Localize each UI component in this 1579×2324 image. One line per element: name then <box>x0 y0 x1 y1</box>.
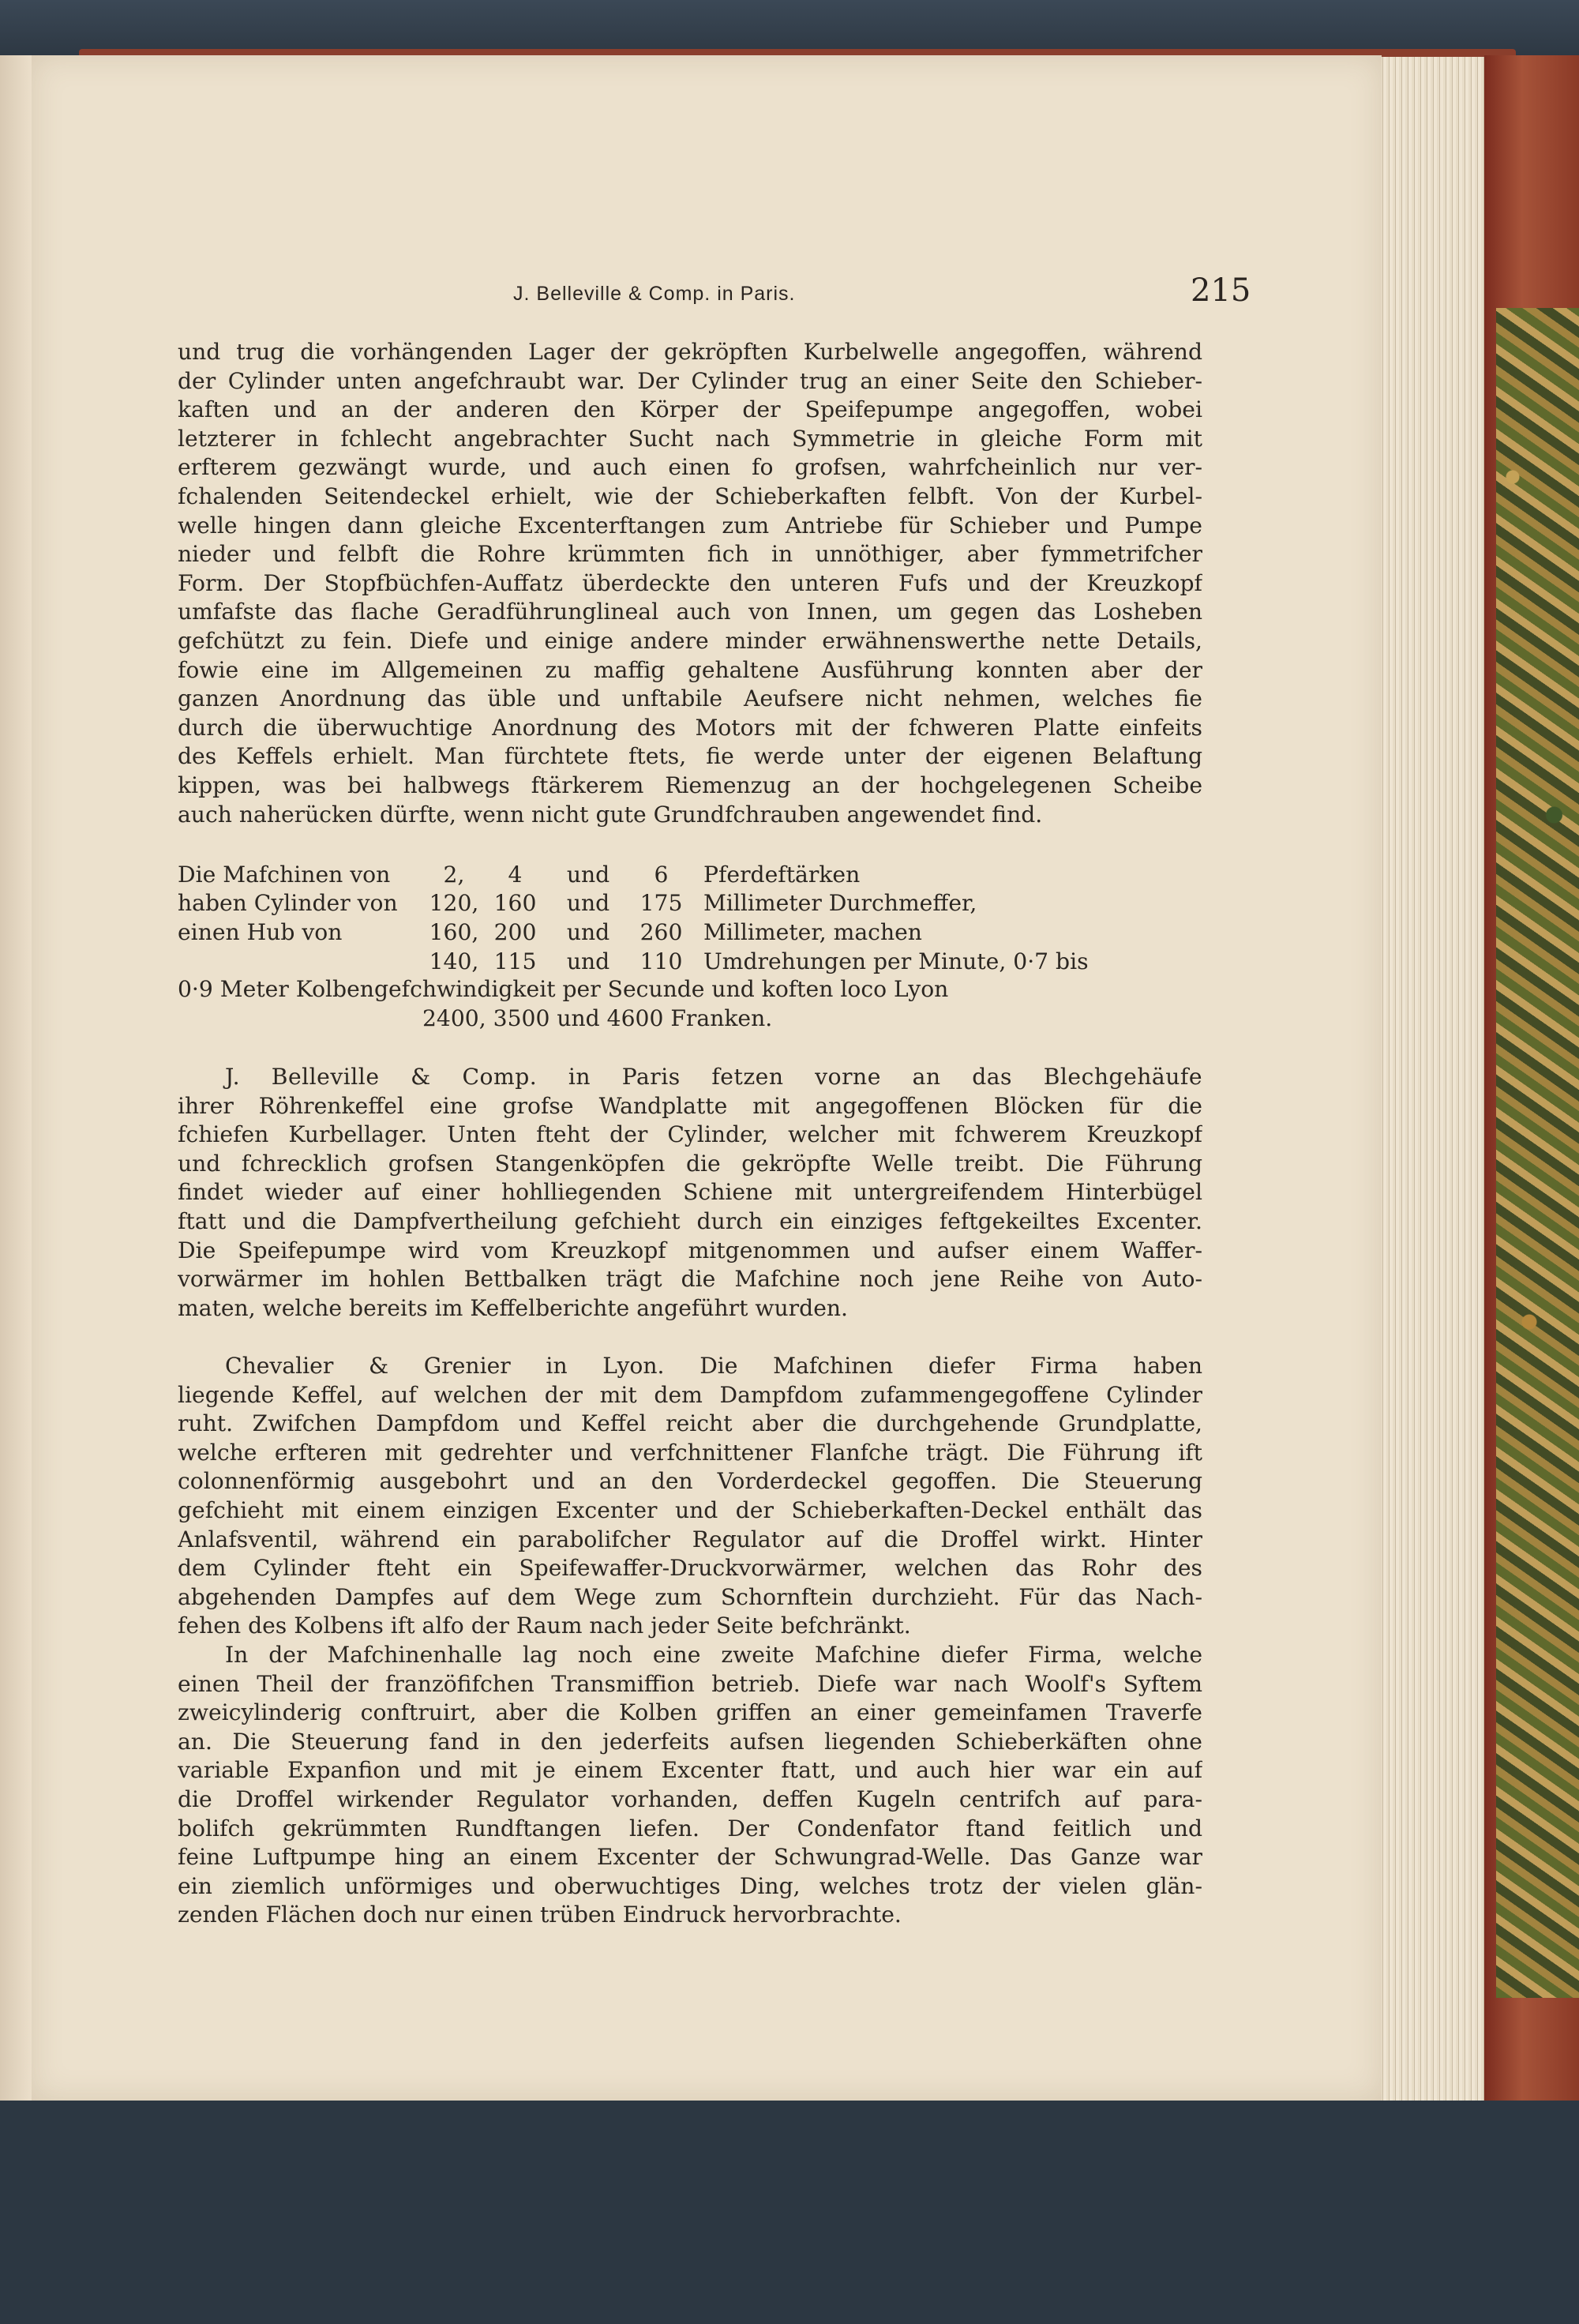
text-line: an. Die Steuerung fand in den jederfeits aufsen liegenden Schieberkäften ohne <box>178 1728 1202 1755</box>
spec-label: einen Hub von <box>178 918 343 945</box>
spec-value: 160 <box>493 890 537 917</box>
text-line: ihrer Röhrenkeffel eine grofse Wandplatte mit angegoffenen Blöcken für die <box>178 1092 1202 1119</box>
spec-conj: und <box>566 948 610 974</box>
spec-line-speed: 0·9 Meter Kolbengefchwindigkeit per Secunde und koften loco Lyon <box>178 976 949 1002</box>
text-line: Form. Der Stopfbüchfen-Auffatz überdeckte den unteren Fufs und der Kreuzkopf <box>178 569 1202 596</box>
table-row <box>178 947 1089 976</box>
text-line: nieder und felbft die Rohre krümmten fich in unnöthiger, aber fymmetrifcher <box>178 541 1202 568</box>
spec-value: 6 <box>654 861 669 888</box>
text-line: J. Belleville & Comp. in Paris fetzen vorne an das Blechgehäufe <box>225 1064 1202 1090</box>
spec-value: 115 <box>493 948 537 974</box>
text-line: der Cylinder unten angefchraubt war. Der Cylinder trug an einer Seite den Schieber- <box>178 367 1202 394</box>
text-line: Anlafsventil, während ein parabolifcher Regulator auf die Droffel wirkt. Hinter <box>178 1526 1202 1552</box>
text-line: variable Expanfion und mit je einem Excenter ftatt, und auch hier war ein auf <box>178 1757 1202 1784</box>
spec-unit: Millimeter, machen <box>703 918 922 945</box>
text-line: Chevalier & Grenier in Lyon. Die Mafchinen diefer Firma haben <box>225 1353 1202 1379</box>
spec-label: haben Cylinder von <box>178 890 398 917</box>
spec-value: 120, <box>429 890 479 917</box>
spec-value: 200 <box>493 918 537 945</box>
paragraph-3 <box>178 1352 1202 1641</box>
text-line: gefchützt zu fein. Diefe und einige andere minder erwähnenswerthe nette Details, <box>178 627 1202 654</box>
text-line: kippen, was bei halbwegs ftärkerem Riemenzug an der hochgelegenen Scheibe <box>178 772 1202 798</box>
spec-unit: Pferdeftärken <box>703 861 861 888</box>
specs-table <box>178 860 1089 975</box>
text-line: und trug die vorhängenden Lager der gekröpften Kurbelwelle angegoffen, während <box>178 339 1202 365</box>
spec-value: 260 <box>639 918 683 945</box>
text-line: letzterer in fchlecht angebrachter Sucht nach Symmetrie in gleiche Form mit <box>178 425 1202 452</box>
text-line: welche erfteren mit gedrehter und verfchnittener Flanfche trägt. Die Führung ift <box>178 1439 1202 1466</box>
spec-conj: und <box>566 918 610 945</box>
spec-conj: und <box>566 861 610 888</box>
spec-value: 175 <box>639 890 683 917</box>
page-edges <box>1374 57 1484 2102</box>
page-number: 215 <box>1191 272 1251 309</box>
text-line: dem Cylinder fteht ein Speifewaffer-Druckvorwärmer, welchen das Rohr des <box>178 1555 1202 1582</box>
text-line: ganzen Anordnung das üble und unftabile Aeufsere nicht nehmen, welches fie <box>178 685 1202 712</box>
table-row <box>178 860 1089 889</box>
text-line: In der Mafchinenhalle lag noch eine zweite Mafchine diefer Firma, welche <box>225 1642 1202 1668</box>
table-row <box>178 918 1089 947</box>
text-line: des Keffels erhielt. Man fürchtete ftets, fie werde unter der eigenen Belaftung <box>178 743 1202 770</box>
text-line: zenden Flächen doch nur einen trüben Eindruck hervorbrachte. <box>178 1902 902 1928</box>
text-line: vorwärmer im hohlen Bettbalken trägt die Mafchine noch jene Reihe von Auto- <box>178 1266 1202 1293</box>
paragraph-4 <box>178 1641 1202 1930</box>
text-line: abgehenden Dampfes auf dem Wege zum Schornftein durchzieht. Für das Nach- <box>178 1583 1202 1610</box>
text-line: ftatt und die Dampfvertheilung gefchieht durch ein einziges feftgekeiltes Excenter. <box>178 1207 1202 1234</box>
text-line: findet wieder auf einer hohlliegenden Schiene mit untergreifendem Hinterbügel <box>178 1179 1202 1206</box>
text-line: die Droffel wirkender Regulator vorhanden, deffen Kugeln centrifch auf para- <box>178 1785 1202 1812</box>
text-line: kaften und an der anderen den Körper der Speifepumpe angegoffen, wobei <box>178 396 1202 423</box>
spec-line-price: 2400, 3500 und 4600 Franken. <box>422 1005 773 1031</box>
text-line: colonnenförmig ausgebohrt und an den Vorderdeckel gegoffen. Die Steuerung <box>178 1468 1202 1495</box>
marbled-edge <box>1496 308 1579 1998</box>
spec-value: 2, <box>443 861 465 888</box>
text-line: fowie eine im Allgemeinen zu maffig gehaltene Ausführung konnten aber der <box>178 656 1202 683</box>
text-line: feine Luftpumpe hing an einem Excenter der Schwungrad-Welle. Das Ganze war <box>178 1844 1202 1871</box>
spec-unit: Millimeter Durchmeffer, <box>703 890 977 917</box>
spec-conj: und <box>566 890 610 917</box>
text-line: auch naherücken dürfte, wenn nicht gute Grundfchrauben angewendet find. <box>178 801 1043 828</box>
spec-unit: Umdrehungen per Minute, 0·7 bis <box>703 948 1089 974</box>
text-line: umfafste das flache Geradführunglineal auch von Innen, um gegen das Losheben <box>178 599 1202 625</box>
text-line: fchalenden Seitendeckel erhielt, wie der Schieberkaften felbft. Von der Kurbel- <box>178 482 1202 509</box>
background-bottom <box>0 2101 1579 2324</box>
spec-value: 160, <box>429 918 479 945</box>
running-head: J. Belleville & Comp. in Paris. <box>513 283 796 305</box>
text-line: gefchieht mit einem einzigen Excenter und der Schieberkaften-Deckel enthält das <box>178 1496 1202 1523</box>
spec-label <box>178 947 422 976</box>
paragraph-1 <box>178 338 1202 829</box>
text-line: bolifch gekrümmten Rundftangen liefen. Der Condenfator ftand feitlich und <box>178 1815 1202 1842</box>
spec-value: 4 <box>508 861 523 888</box>
spec-value: 140, <box>429 948 479 974</box>
text-line: welle hingen dann gleiche Excenterftangen zum Antriebe für Schieber und Pumpe <box>178 512 1202 539</box>
text-line: Die Speifepumpe wird vom Kreuzkopf mitgenommen und aufser einem Waffer- <box>178 1237 1202 1263</box>
text-line: erfterem gezwängt wurde, und auch einen fo grofsen, wahrfcheinlich nur ver- <box>178 454 1202 481</box>
text-line: einen Theil der franzöfifchen Transmiffion betrieb. Diefe war nach Woolf's Syftem <box>178 1670 1202 1697</box>
text-line: fehen des Kolbens ift alfo der Raum nach jeder Seite befchränkt. <box>178 1613 911 1639</box>
text-line: liegende Keffel, auf welchen der mit dem Dampfdom zufammengegoffene Cylinder <box>178 1381 1202 1408</box>
paragraph-2 <box>178 1063 1202 1323</box>
text-line: zweicylinderig conftruirt, aber die Kolben griffen an einer gemeinfamen Traverfe <box>178 1699 1202 1726</box>
text-line: ein ziemlich unförmiges und oberwuchtiges Ding, welches trotz der vielen glän- <box>178 1872 1202 1899</box>
text-line: fchiefen Kurbellager. Unten fteht der Cylinder, welcher mit fchwerem Kreuzkopf <box>178 1121 1202 1148</box>
spec-value: 110 <box>639 948 683 974</box>
spec-label: Die Mafchinen von <box>178 861 391 888</box>
text-line: ruht. Zwifchen Dampfdom und Keffel reicht aber die durchgehende Grundplatte, <box>178 1410 1202 1437</box>
text-line: durch die überwuchtige Anordnung des Motors mit der fchweren Platte einfeits <box>178 714 1202 741</box>
text-line: maten, welche bereits im Keffelberichte angeführt wurden. <box>178 1294 848 1321</box>
text-line: und fchrecklich grofsen Stangenköpfen die gekröpfte Welle treibt. Die Führung <box>178 1150 1202 1177</box>
table-row <box>178 889 1089 918</box>
